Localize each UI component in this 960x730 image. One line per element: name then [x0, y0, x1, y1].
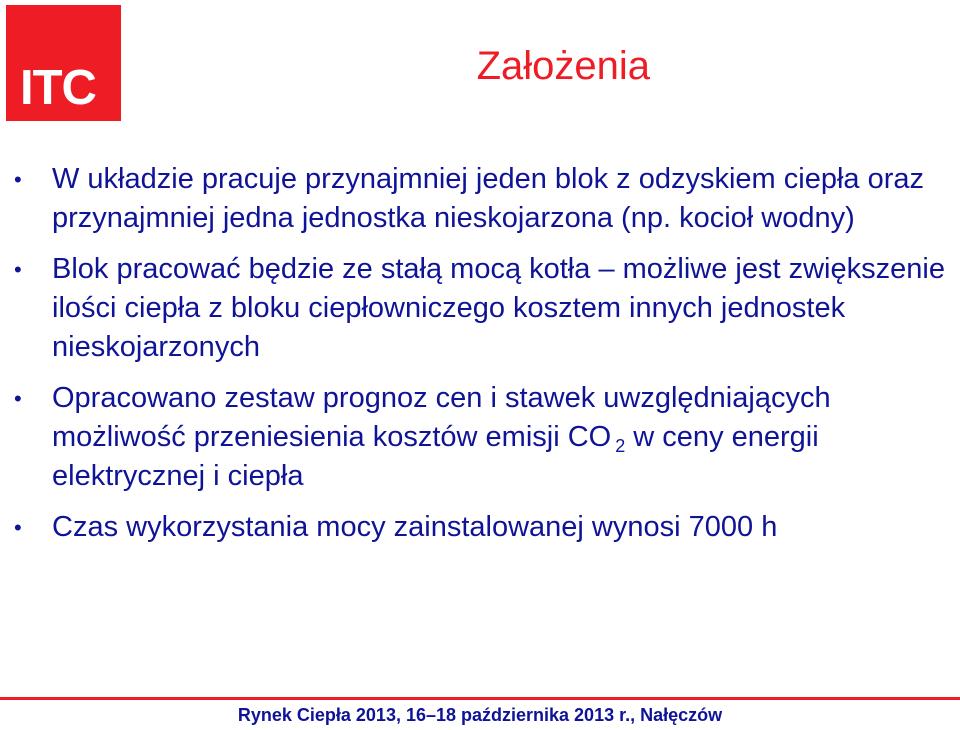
- list-item: [14, 250, 954, 367]
- logo-text: ITC: [20, 61, 96, 115]
- bullet-dot-icon: •: [14, 386, 22, 411]
- bullet-text-co2: [52, 379, 954, 496]
- bullet-text: Blok pracować będzie ze stałą mocą kotła – możliwe jest zwiększenie ilości ciepła z bloku ciepłowniczego kosztem innych jednostek nieskojarzonych: [52, 253, 945, 363]
- bullet-list: [14, 160, 954, 559]
- footer-divider: [0, 697, 960, 700]
- bullet-text: W układzie pracuje przynajmniej jeden blok z odzyskiem ciepła oraz przynajmniej jedna jednostka nieskojarzona (np. kocioł wodny): [52, 163, 925, 234]
- bullet-text-part: w ceny energii elektrycznej i ciepła: [52, 421, 819, 492]
- list-item: [14, 160, 954, 238]
- bullet-dot-icon: •: [14, 257, 22, 282]
- bullet-dot-icon: •: [14, 515, 22, 540]
- list-item: [14, 379, 954, 496]
- page-title: Założenia: [476, 44, 650, 88]
- footer-text: Rynek Ciepła 2013, 16–18 października 2013 r., Nałęczów: [237, 705, 723, 725]
- co2-subscript: 2: [615, 436, 626, 456]
- bullet-text: Czas wykorzystania mocy zainstalowanej wynosi 7000 h: [52, 511, 778, 543]
- bullet-dot-icon: •: [14, 167, 22, 192]
- list-item: [14, 508, 954, 547]
- bullet-text-part: Opracowano zestaw prognoz cen i stawek uwzględniających możliwość przeniesienia kosztów emisji CO: [52, 382, 831, 453]
